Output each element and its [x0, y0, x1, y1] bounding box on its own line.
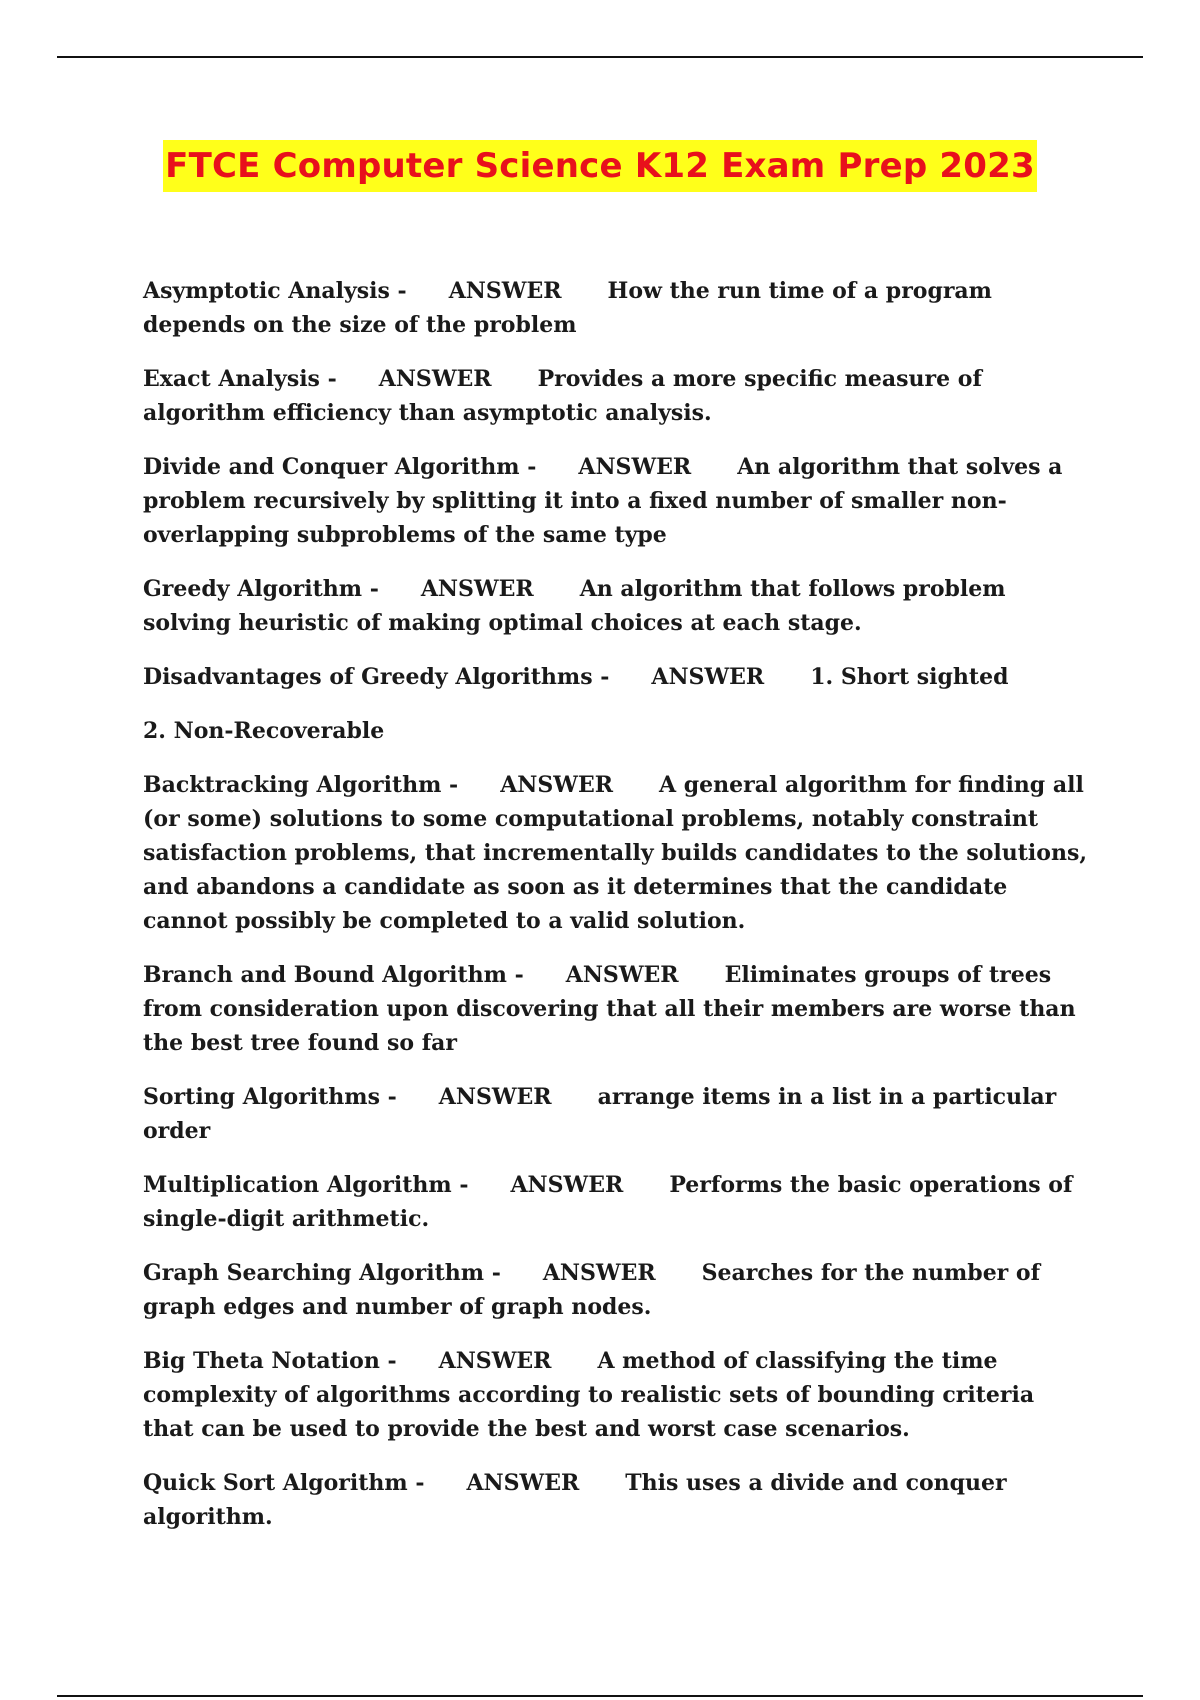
entry-term: Branch and Bound Algorithm -: [143, 962, 524, 988]
answer-label: ANSWER: [565, 962, 679, 988]
flashcard-list: [143, 274, 1087, 1554]
top-rule: [57, 56, 1143, 58]
entry-term: Multiplication Algorithm -: [143, 1172, 469, 1198]
flashcard-entry: [143, 362, 1087, 430]
flashcard-entry: [143, 660, 1087, 694]
entry-term: Graph Searching Algorithm -: [143, 1260, 501, 1286]
entry-term: Backtracking Algorithm -: [143, 772, 459, 798]
entry-answer: Eliminates groups of trees from consideration upon discovering that all their members are worse than the best tree found so far: [143, 962, 1076, 1056]
entry-answer: How the run time of a program depends on the size of the problem: [143, 278, 992, 338]
entry-answer: Provides a more specific measure of algorithm efficiency than asymptotic analysis.: [143, 366, 982, 426]
entry-answer: A method of classifying the time complexity of algorithms according to realistic sets of bounding criteria that can be used to provide the best and worst case scenarios.: [143, 1348, 1035, 1442]
answer-label: ANSWER: [420, 576, 534, 602]
entry-answer: Searches for the number of graph edges and number of graph nodes.: [143, 1260, 1041, 1320]
flashcard-entry: [143, 714, 1087, 748]
entry-term: Big Theta Notation -: [143, 1348, 397, 1374]
entry-answer: arrange items in a list in a particular order: [143, 1084, 1057, 1144]
flashcard-entry: [143, 768, 1087, 938]
entry-term: Sorting Algorithms -: [143, 1084, 397, 1110]
entry-answer: This uses a divide and conquer algorithm.: [143, 1470, 1007, 1530]
answer-label: ANSWER: [578, 454, 692, 480]
flashcard-entry: [143, 1344, 1087, 1446]
answer-label: ANSWER: [466, 1470, 580, 1496]
answer-label: ANSWER: [438, 1348, 552, 1374]
entry-answer: A general algorithm for finding all (or some) solutions to some computational problems, notably constraint satisfaction problems, that incrementally builds candidates to the solutions, and abandons a candidate as soon as it determines that the candidate cannot possibly be completed to a valid solution.: [143, 772, 1087, 934]
title-area: [0, 140, 1200, 192]
document-title: FTCE Computer Science K12 Exam Prep 2023: [163, 140, 1037, 192]
entry-answer: Performs the basic operations of single-digit arithmetic.: [143, 1172, 1073, 1232]
answer-label: ANSWER: [651, 664, 765, 690]
flashcard-entry: [143, 274, 1087, 342]
flashcard-entry: [143, 1168, 1087, 1236]
bottom-rule: [57, 1695, 1143, 1697]
answer-label: ANSWER: [448, 278, 562, 304]
entry-answer: An algorithm that follows problem solving heuristic of making optimal choices at each stage.: [143, 576, 1006, 636]
answer-label: ANSWER: [500, 772, 614, 798]
answer-label: ANSWER: [510, 1172, 624, 1198]
flashcard-entry: [143, 1466, 1087, 1534]
entry-term: Divide and Conquer Algorithm -: [143, 454, 537, 480]
entry-answer: An algorithm that solves a problem recursively by splitting it into a fixed number of smaller non-overlapping subproblems of the same type: [143, 454, 1063, 548]
answer-label: ANSWER: [378, 366, 492, 392]
answer-label: ANSWER: [438, 1084, 552, 1110]
entry-term: Asymptotic Analysis -: [143, 278, 407, 304]
flashcard-entry: [143, 450, 1087, 552]
entry-term: Greedy Algorithm -: [143, 576, 379, 602]
flashcard-entry: [143, 1080, 1087, 1148]
entry-answer: 2. Non-Recoverable: [143, 718, 385, 744]
entry-term: Disadvantages of Greedy Algorithms -: [143, 664, 610, 690]
entry-term: Exact Analysis -: [143, 366, 337, 392]
flashcard-entry: [143, 572, 1087, 640]
entry-answer: 1. Short sighted: [810, 664, 1009, 690]
flashcard-entry: [143, 1256, 1087, 1324]
answer-label: ANSWER: [542, 1260, 656, 1286]
entry-term: Quick Sort Algorithm -: [143, 1470, 425, 1496]
flashcard-entry: [143, 958, 1087, 1060]
